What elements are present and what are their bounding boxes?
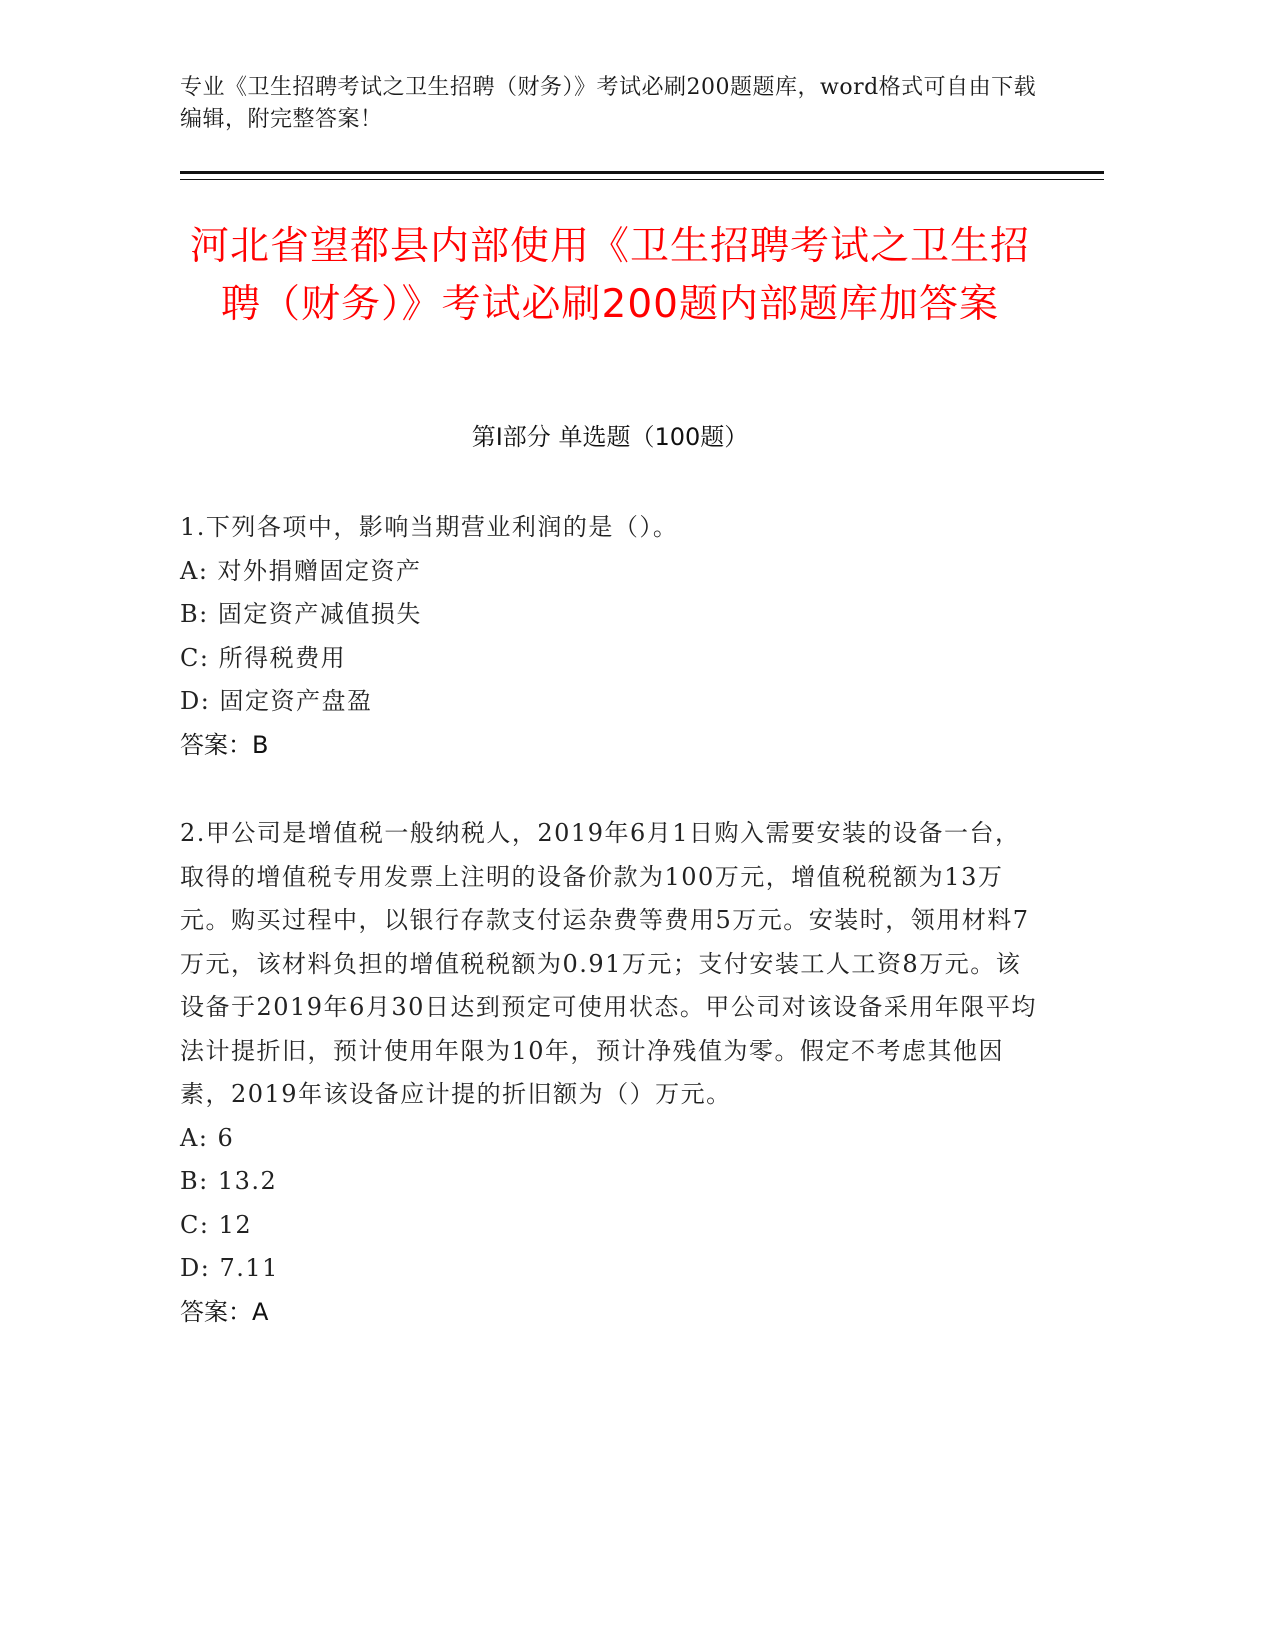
option-d: D: 固定资产盘盈 [180, 687, 373, 715]
header-divider-thick [180, 171, 1104, 174]
option-b: B: 13.2 [180, 1167, 278, 1195]
question-2 [180, 812, 1040, 1334]
section-heading: 第I部分 单选题（100题） [471, 423, 749, 451]
answer: 答案：A [180, 1297, 269, 1326]
option-a: A: 6 [180, 1123, 235, 1152]
header-divider-thin [180, 179, 1104, 180]
document-title: 河北省望都县内部使用《卫生招聘考试之卫生招聘（财务）》考试必刷200题内部题库加答案 [189, 224, 1030, 327]
option-d: D: 7.11 [180, 1254, 279, 1282]
option-c: C: 12 [180, 1210, 253, 1239]
option-a: A: 对外捐赠固定资产 [180, 556, 422, 585]
option-c: C: 所得税费用 [180, 643, 347, 672]
question-stem: 2.甲公司是增值税一般纳税人，2019年6月1日购入需要安装的设备一台，取得的增值税专用发票上注明的设备价款为100万元，增值税税额为13万元。购买过程中，以银行存款支付运杂费等费用5万元。安装时，领用材料7万元，该材料负担的增值税税额为0.91万元；支付安装工人工资8万元。该设备于2019年6月30日达到预定可使用状态。甲公司对该设备采用年限平均法计提折旧，预计使用年限为10年，预计净残值为零。假定不考虑其他因素，2019年该设备应计提的折旧额为（）万元。 [180, 819, 1037, 1108]
header-note: 专业《卫生招聘考试之卫生招聘（财务）》考试必刷200题题库，word格式可自由下载编辑，附完整答案！ [180, 75, 1037, 132]
answer: 答案：B [180, 730, 269, 759]
question-stem: 1.下列各项中，影响当期营业利润的是（）。 [180, 513, 679, 541]
question-1 [180, 506, 1040, 767]
option-b: B: 固定资产减值损失 [180, 600, 422, 628]
